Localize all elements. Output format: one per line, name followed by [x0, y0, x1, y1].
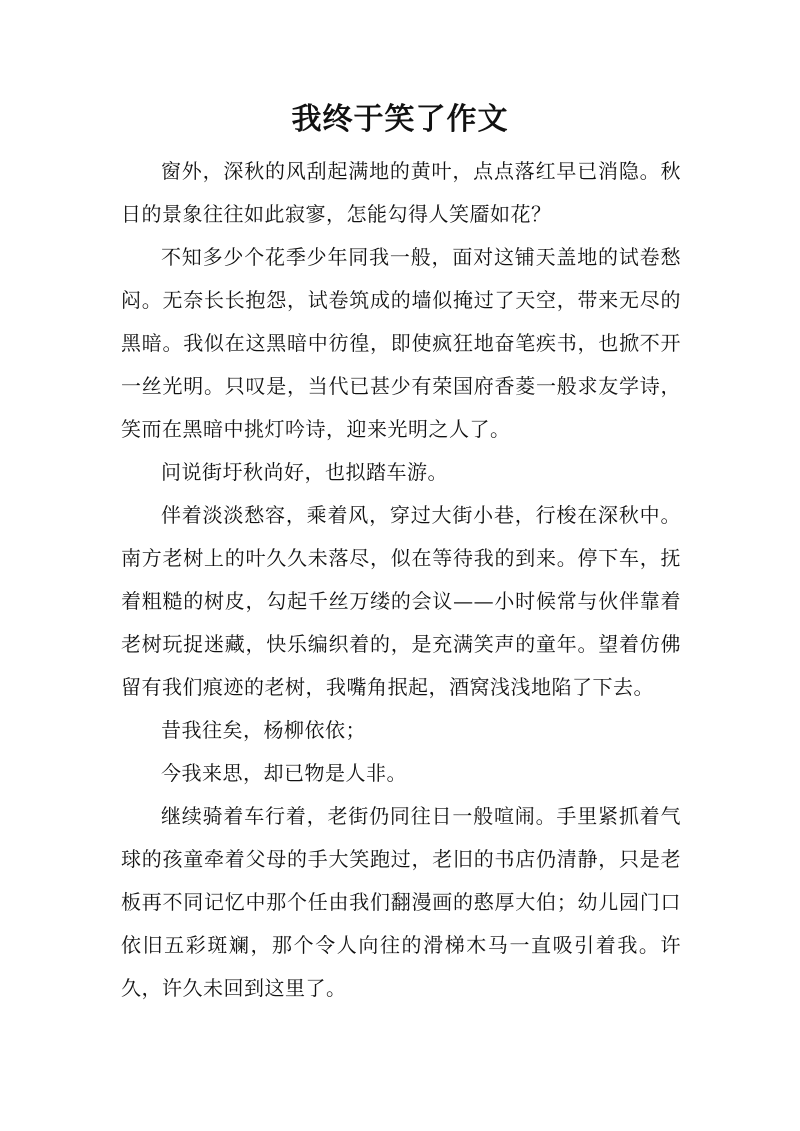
paragraph: 问说街圩秋尚好，也拟踏车游。 — [161, 460, 448, 484]
document-title: 我终于笑了作文 — [291, 102, 509, 137]
paragraph: 不知多少个花季少年同我一般，面对这铺天盖地的试卷愁闷。无奈长长抱怨，试卷筑成的墙似掩过了天空，带来无尽的黑暗。我似在这黑暗中彷徨，即使疯狂地奋笔疾书，也掀不开一丝光明。只叹是，当代已甚少有荣国府香菱一般求友学诗，笑而在黑暗中挑灯吟诗，迎来光明之人了。 — [121, 245, 681, 441]
paragraph: 今我来思，却已物是人非。 — [161, 761, 407, 785]
paragraph: 昔我往矣，杨柳依依； — [161, 718, 366, 742]
paragraph: 伴着淡淡愁容，乘着风，穿过大街小巷，行梭在深秋中。南方老树上的叶久久未落尽，似在等待我的到来。停下车，抚着粗糙的树皮，勾起千丝万缕的会议——小时候常与伙伴靠着老树玩捉迷藏，快乐编织着的，是充满笑声的童年。望着仿佛留有我们痕迹的老树，我嘴角抿起，酒窝浅浅地陷了下去。 — [121, 503, 681, 699]
paragraph: 窗外，深秋的风刮起满地的黄叶，点点落红早已消隐。秋日的景象往往如此寂寥，怎能勾得人笑靥如花？ — [121, 159, 681, 226]
paragraph: 继续骑着车行着，老街仍同往日一般喧闹。手里紧抓着气球的孩童牵着父母的手大笑跑过，老旧的书店仍清静，只是老板再不同记忆中那个任由我们翻漫画的憨厚大伯；幼儿园门口依旧五彩斑斓，那个令人向往的滑梯木马一直吸引着我。许久，许久未回到这里了。 — [121, 804, 681, 1000]
document-body — [121, 150, 681, 1010]
